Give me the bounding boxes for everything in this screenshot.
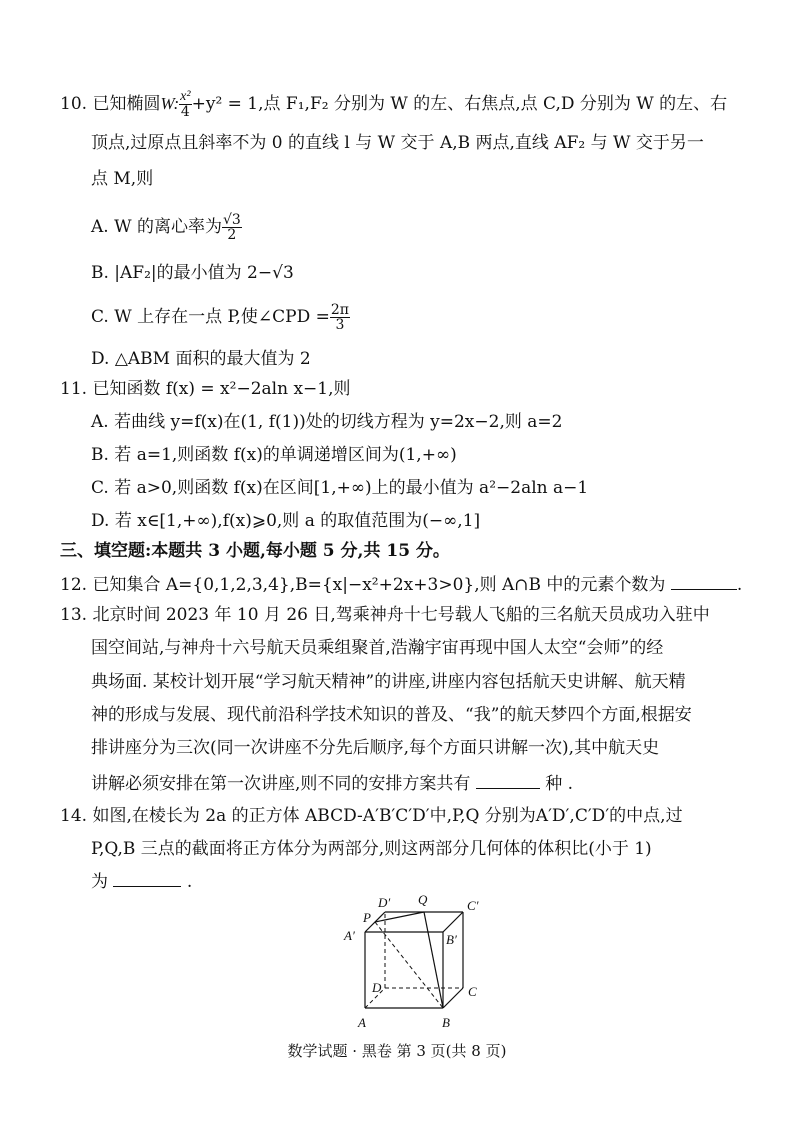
q11-option-c: C. 若 a>0,则函数 f(x)在区间[1,+∞)上的最小值为 a²−2aln a−1 [91,478,589,498]
q14-answer-blank[interactable] [113,868,181,887]
cube-figure [330,880,500,1035]
q11-option-b: B. 若 a=1,则函数 f(x)的单调递增区间为(1,+∞) [91,445,457,465]
q10-number: 10. [60,94,88,114]
label-Aprime: A′ [344,928,355,943]
label-C: C [468,984,477,999]
q10-option-b: B. |AF₂|的最小值为 2−√3 [91,263,294,283]
q10-line2: 顶点,过原点且斜率不为 0 的直线 l 与 W 交于 A,B 两点,直线 AF₂ 与 W 交于另一 [91,133,704,153]
q10-a-fraction: $\frac{√3}{2}$ [222,212,241,243]
q13-line6: 讲解必须安排在第一次讲座,则不同的安排方案共有 种 . [91,770,573,795]
label-D: D [372,980,382,995]
label-A: A [358,1015,366,1030]
q11-option-d: D. 若 x∈[1,+∞),f(x)⩾0,则 a 的取值范围为(−∞,1] [91,511,481,531]
label-Dprime: D′ [378,895,391,910]
q11-option-a: A. 若曲线 y=f(x)在(1, f(1))处的切线方程为 y=2x−2,则 a=2 [91,412,563,432]
q11-stem: 11. 已知函数 f(x) = x²−2aln x−1,则 [60,379,351,399]
q10-option-a: A. W 的离心率为 $\frac{√3}{2}$ [91,212,241,243]
section-Q-B [424,912,443,1008]
q13-answer-blank[interactable] [476,770,540,789]
q10-fraction-x2-over-4: $\frac{\text{x²}}{4}$ [180,89,191,120]
edge-B-C [443,988,463,1008]
q13-line1: 13. 北京时间 2023 年 10 月 26 日,驾乘神舟十七号载人飞船的三名航天员成功入驻中 [60,605,710,625]
q10-c-fraction: $\frac{2\pi}{3}$ [330,302,349,333]
section-P-Q [375,912,424,922]
label-P: P [363,910,371,925]
q13-line4: 神的形成与发展、现代前沿科学技术知识的普及、“我”的航天梦四个方面,根据安 [91,705,692,725]
section-heading: 三、填空题:本题共 3 小题,每小题 5 分,共 15 分。 [60,541,450,561]
q12-line: 12. 已知集合 A={0,1,2,3,4},B={x|−x²+2x+3>0},则 A∩B 中的元素个数为 . [60,571,742,596]
label-Cprime: C′ [467,898,479,913]
label-B: B [442,1015,450,1030]
label-Q: Q [418,892,428,907]
q13-line5: 排讲座分为三次(同一次讲座不分先后顺序,每个方面只讲解一次),其中航天史 [91,738,660,758]
q14-line2: P,Q,B 三点的截面将正方体分为两部分,则这两部分几何体的体积比(小于 1) [91,839,652,859]
label-Bprime: B′ [446,932,457,947]
q13-line3: 典场面. 某校计划开展“学习航天精神”的讲座,讲座内容包括航天史讲解、航天精 [91,672,686,692]
q12-answer-blank[interactable] [671,571,737,590]
q14-line3: 为 . [91,868,192,893]
q14-line1: 14. 如图,在棱长为 2a 的正方体 ABCD-A′B′C′D′中,P,Q 分别为A′D′,C′D′的中点,过 [60,806,683,826]
page-footer: 数学试题 · 黑卷 第 3 页(共 8 页) [287,1042,507,1060]
q10-option-d: D. △ABM 面积的最大值为 2 [91,349,311,369]
q10-option-c: C. W 上存在一点 P,使∠CPD = $\frac{2\pi}{3}$ [91,302,349,333]
q13-line2: 国空间站,与神舟十六号航天员乘组聚首,浩瀚宇宙再现中国人太空“会师”的经 [91,638,664,658]
q10-line3: 点 M,则 [91,169,154,189]
edge-Bprime-Cprime [443,912,463,932]
q10-line1: 10. 已知椭圆W: $\frac{\text{x²}}{4}$ +y² = 1,点 F₁,F₂ 分别为 W 的左、右焦点,点 C,D 分别为 W 的左、右 [60,89,728,120]
